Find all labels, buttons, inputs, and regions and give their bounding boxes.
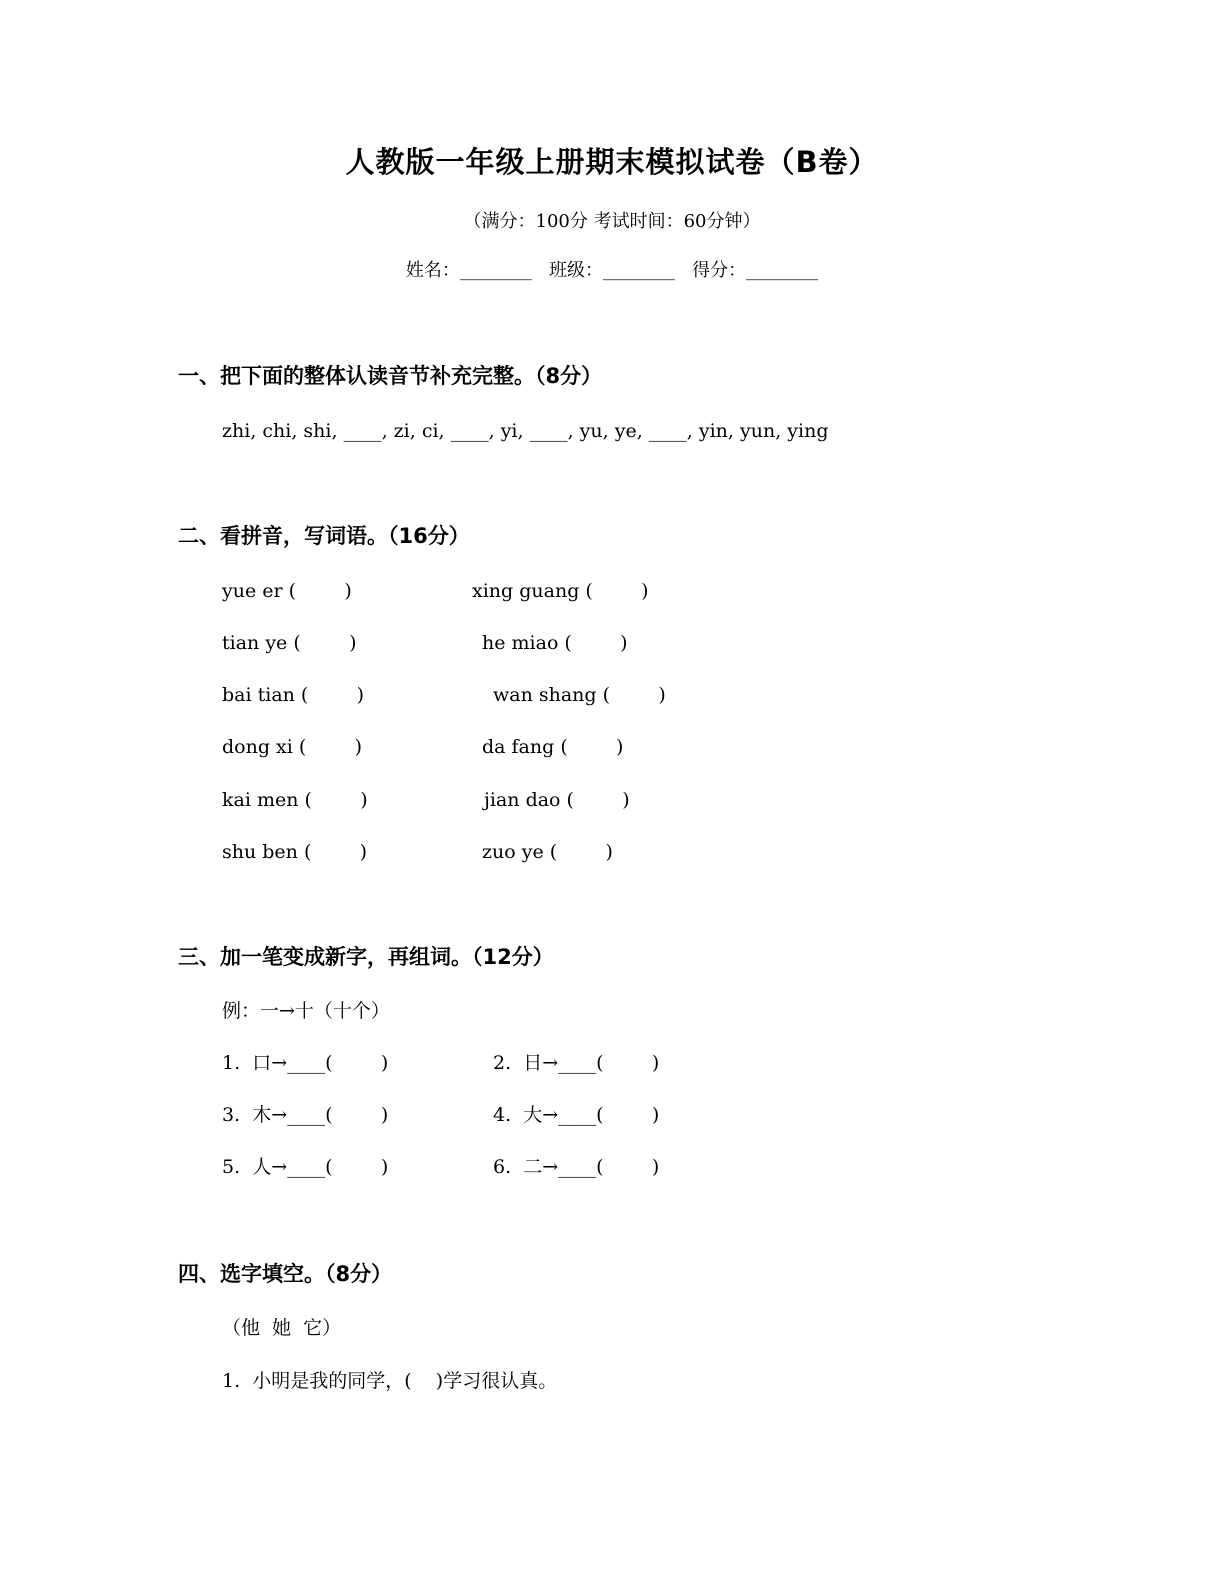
new-char-item: 3. 木→____( ) — [222, 1104, 389, 1126]
section-2-heading: 二、看拼音，写词语。（16分） — [178, 524, 470, 548]
pinyin-item: xing guang ( ) — [472, 580, 649, 602]
section-4-heading: 四、选字填空。（8分） — [178, 1262, 393, 1286]
new-char-item: 5. 人→____( ) — [222, 1156, 389, 1178]
pinyin-item: kai men ( ) — [222, 789, 368, 811]
new-char-item: 4. 大→____( ) — [493, 1104, 660, 1126]
new-char-item: 1. 口→____( ) — [222, 1052, 389, 1074]
pinyin-item: jian dao ( ) — [484, 789, 630, 811]
section-3-heading: 三、加一笔变成新字，再组词。（12分） — [178, 945, 554, 969]
section-3-example: 例：一→十（十个） — [222, 1000, 390, 1022]
pinyin-item: tian ye ( ) — [222, 632, 357, 654]
new-char-item: 6. 二→____( ) — [493, 1156, 660, 1178]
pinyin-item: da fang ( ) — [482, 736, 624, 758]
page-title: 人教版一年级上册期末模拟试卷（B卷） — [345, 145, 879, 179]
pinyin-item: he miao ( ) — [482, 632, 628, 654]
pinyin-item: shu ben ( ) — [222, 841, 368, 863]
section-1-heading: 一、把下面的整体认读音节补充完整。（8分） — [178, 364, 603, 388]
student-info-line: 姓名：________ 班级：________ 得分：________ — [405, 260, 819, 281]
pinyin-item: wan shang ( ) — [493, 684, 666, 706]
pinyin-item: bai tian ( ) — [222, 684, 365, 706]
fill-in-item: 1. 小明是我的同学，( )学习很认真。 — [222, 1370, 558, 1392]
pinyin-item: yue er ( ) — [222, 580, 352, 602]
section-4-choices: （他 她 它） — [222, 1317, 342, 1339]
exam-subtitle: （满分：100分 考试时间：60分钟） — [463, 211, 761, 232]
section-1-syllables: zhi, chi, shi, ____, zi, ci, ____, yi, ____, yu, ye, ____, yin, yun, ying — [222, 420, 829, 442]
pinyin-item: dong xi ( ) — [222, 736, 363, 758]
new-char-item: 2. 日→____( ) — [493, 1052, 660, 1074]
pinyin-item: zuo ye ( ) — [482, 841, 613, 863]
